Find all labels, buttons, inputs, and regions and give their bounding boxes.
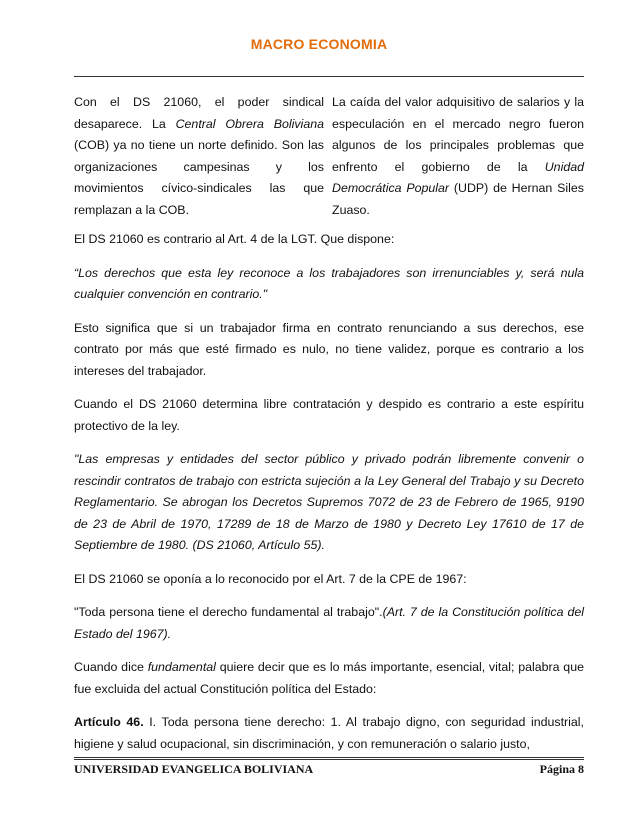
quote-lgt-art4: “Los derechos que esta ley reconoce a los trabajadores son irrenunciables y, será nula cualquier convención en contrario." (74, 265, 584, 301)
udp-italic: Unidad Democrática Popular (332, 159, 584, 195)
header-divider (74, 76, 584, 77)
document-body (74, 92, 584, 767)
left-column-paragraph: Con el DS 21060, el poder sindical desaparece. La Central Obrera Boliviana (COB) ya no tiene un norte definido. Son las organizaciones campesinas y los movimientos cívico-sindicales las que remplazan a la COB. (74, 95, 324, 217)
page-footer (74, 762, 584, 777)
page-header-title: MACRO ECONOMIA (250, 36, 388, 52)
footer-institution: UNIVERSIDAD EVANGELICA BOLIVIANA (74, 762, 314, 776)
two-column-section (74, 92, 584, 221)
right-column-paragraph: La caída del valor adquisitivo de salarios y la especulación en el mercado negro fueron algunos de los principales problemas que enfrento el gobierno de la Unidad Democrática Popular (UDP) de Hernan Siles Zuaso. (332, 95, 584, 217)
quote-ds21060-art55: "Las empresas y entidades del sector público y privado podrán libremente convenir o rescindir contratos de trabajo con estricta sujeción a la Ley General del Trabajo y su Decreto Reglamentario. Se abrogan los Decretos Supremos 7072 de 23 de Febrero de 1965, 9190 de 23 de Abril de 1970, 17289 de 18 de Marzo de 1980 y Decreto Ley 17610 de 17 de Septiembre de 1980. (DS 21060, Artículo 55). (74, 452, 584, 552)
fundamental-italic: fundamental (147, 660, 216, 674)
paragraph-free-hiring: Cuando el DS 21060 determina libre contratación y despido es contrario a este espíritu protectivo de la ley. (74, 397, 584, 433)
central-obrera-boliviana-italic: Central Obrera Boliviana (175, 116, 324, 131)
paragraph-articulo-46: Artículo 46. I. Toda persona tiene derecho: 1. Al trabajo digno, con seguridad industrial, higiene y salud ocupacional, sin discriminación, y con remuneración o salario justo, (74, 715, 584, 751)
paragraph-cpe-1967: El DS 21060 se oponía a lo reconocido por el Art. 7 de la CPE de 1967: (74, 571, 467, 586)
left-column (74, 92, 324, 221)
articulo-46-bold: Artículo 46. (74, 715, 144, 729)
paragraph-lgt-reference: El DS 21060 es contrario al Art. 4 de la LGT. Que dispone: (74, 232, 395, 246)
footer-divider (74, 757, 584, 760)
paragraph-fundamental: Cuando dice fundamental quiere decir que es lo más importante, esencial, vital; palabra que fue excluida del actual Constitución política del Estado: (74, 660, 584, 696)
quote-cpe-art7: "Toda persona tiene el derecho fundamental al trabajo".(Art. 7 de la Constitución política del Estado del 1967). (74, 605, 584, 641)
paragraph-contract-nullity: Esto significa que si un trabajador firma en contrato renunciando a sus derechos, ese contrato por más que esté firmado es nulo, no tiene validez, porque es contrario a los intereses del trabajador. (74, 320, 584, 378)
footer-page-number: Página 8 (539, 762, 584, 776)
right-column (332, 92, 584, 221)
